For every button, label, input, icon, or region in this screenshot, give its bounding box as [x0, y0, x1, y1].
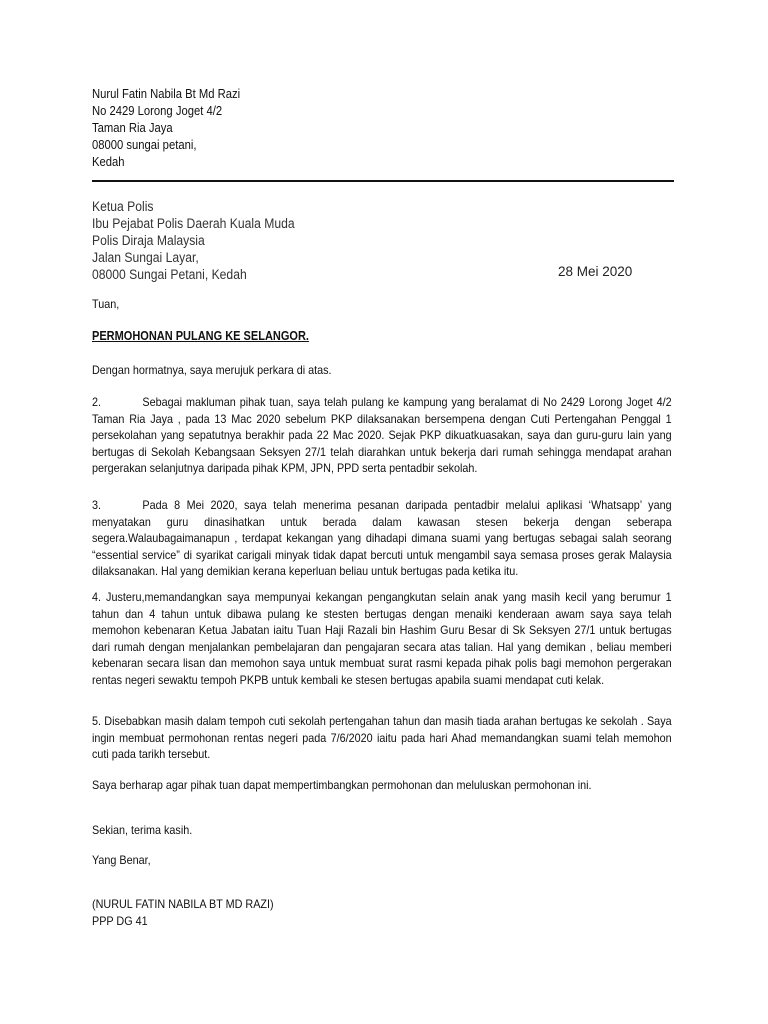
paragraph-number: 2.: [92, 395, 102, 409]
paragraph-text: [92, 394, 672, 477]
paragraph-number: 3.: [92, 498, 102, 512]
recipient-line: Jalan Sungai Layar,: [92, 250, 199, 265]
signature-grade: PPP DG 41: [92, 914, 148, 928]
sender-address-line: Kedah: [92, 155, 125, 169]
recipient-line: 08000 Sungai Petani, Kedah: [92, 267, 247, 282]
sign-off: Yang Benar,: [92, 853, 151, 867]
closing-request: Saya berharap agar pihak tuan dapat mempertimbangkan permohonan dan meluluskan permohonan ini.: [92, 778, 592, 792]
sender-address-line: No 2429 Lorong Joget 4/2: [92, 104, 223, 118]
letter-date: 28 Mei 2020: [558, 264, 633, 279]
paragraph-2: [92, 394, 672, 477]
paragraph-4: [92, 589, 672, 688]
header-divider: [92, 180, 674, 182]
opening-line: Dengan hormatnya, saya merujuk perkara di atas.: [92, 363, 332, 377]
letter-subject: PERMOHONAN PULANG KE SELANGOR.: [92, 329, 309, 343]
paragraph-5: [92, 713, 672, 763]
recipient-line: Ibu Pejabat Polis Daerah Kuala Muda: [92, 216, 295, 231]
paragraph-body: 4. Justeru,memandangkan saya mempunyai kekangan pengangkutan selain anak yang masih kecil yang berumur 1 tahun dan 4 tahun untuk dibawa pulang ke stesten bertugas dengan menaiki kenderaan awam saya saya telah memohon kebenaran Ketua Jabatan iaitu Tuan Haji Razali bin Hashim Guru Besar di Sk Seksyen 27/1 untuk bertugas dari rumah dengan menjalankan pembelajaran dan pengajaran secara atas talian. Hal yang demikan , beliau memberi kebenaran secara lisan dan memohon saya untuk membuat surat rasmi kepada pihak polis bagi memohon pergerakan rentas negeri sewaktu tempoh PKPB untuk kembali ke stesen bertugas apabila suami mendapat cuti kelak.: [92, 590, 672, 687]
sender-address-line: Taman Ria Jaya: [92, 121, 173, 135]
salutation: Tuan,: [92, 297, 120, 311]
recipient-address: [92, 198, 295, 283]
sender-name: Nurul Fatin Nabila Bt Md Razi: [92, 87, 241, 101]
paragraph-body: 5. Disebabkan masih dalam tempoh cuti sekolah pertengahan tahun dan masih tiada arahan bertugas ke sekolah . Saya ingin membuat permohonan rentas negeri pada 7/6/2020 iaitu pada hari Ahad memandangkan suami telah memohon cuti pada tarikh tersebut.: [92, 714, 672, 761]
thanks-line: Sekian, terima kasih.: [92, 823, 193, 837]
signature-block: [92, 896, 274, 930]
signature-name: (NURUL FATIN NABILA BT MD RAZI): [92, 897, 274, 911]
paragraph-text: [92, 497, 672, 580]
paragraph-body: Sebagai makluman pihak tuan, saya telah pulang ke kampung yang beralamat di No 2429 Lorong Joget 4/2 Taman Ria Jaya , pada 13 Mac 2020 sebelum PKP dilaksanakan bersempena dengan Cuti Pertengahan Penggal 1 persekolahan yang sepatutnya berakhir pada 22 Mac 2020. Sejak PKP dikuatkuasakan, saya dan guru-guru lain yang bertugas di Sekolah Kebangsaan Seksyen 27/1 telah diarahkan untuk bekerja dari rumah sehingga mendapat arahan pergerakan selanjutnya daripada pihak KPM, JPN, PPD serta pentadbir sekolah.: [92, 395, 672, 475]
sender-address-line: 08000 sungai petani,: [92, 138, 197, 152]
sender-address: [92, 86, 240, 171]
recipient-line: Ketua Polis: [92, 199, 154, 214]
recipient-line: Polis Diraja Malaysia: [92, 233, 205, 248]
paragraph-3: [92, 497, 672, 580]
paragraph-body: Pada 8 Mei 2020, saya telah menerima pesanan daripada pentadbir melalui aplikasi ‘Whatsapp’ yang menyatakan guru dinasihatkan untuk berada dalam kawasan stesen bekerja dengan seberapa segera.Walaubagaimanapun , terdapat kekangan yang dihadapi dimana suami yang bertugas sebagai salah seorang “essential service” di syarikat carigali minyak tidak dapat bercuti untuk mengambil saya semasa proses gerak Malaysia dilaksanakan. Hal yang demikian kerana keperluan beliau untuk bertugas pada ketika itu.: [92, 498, 672, 578]
